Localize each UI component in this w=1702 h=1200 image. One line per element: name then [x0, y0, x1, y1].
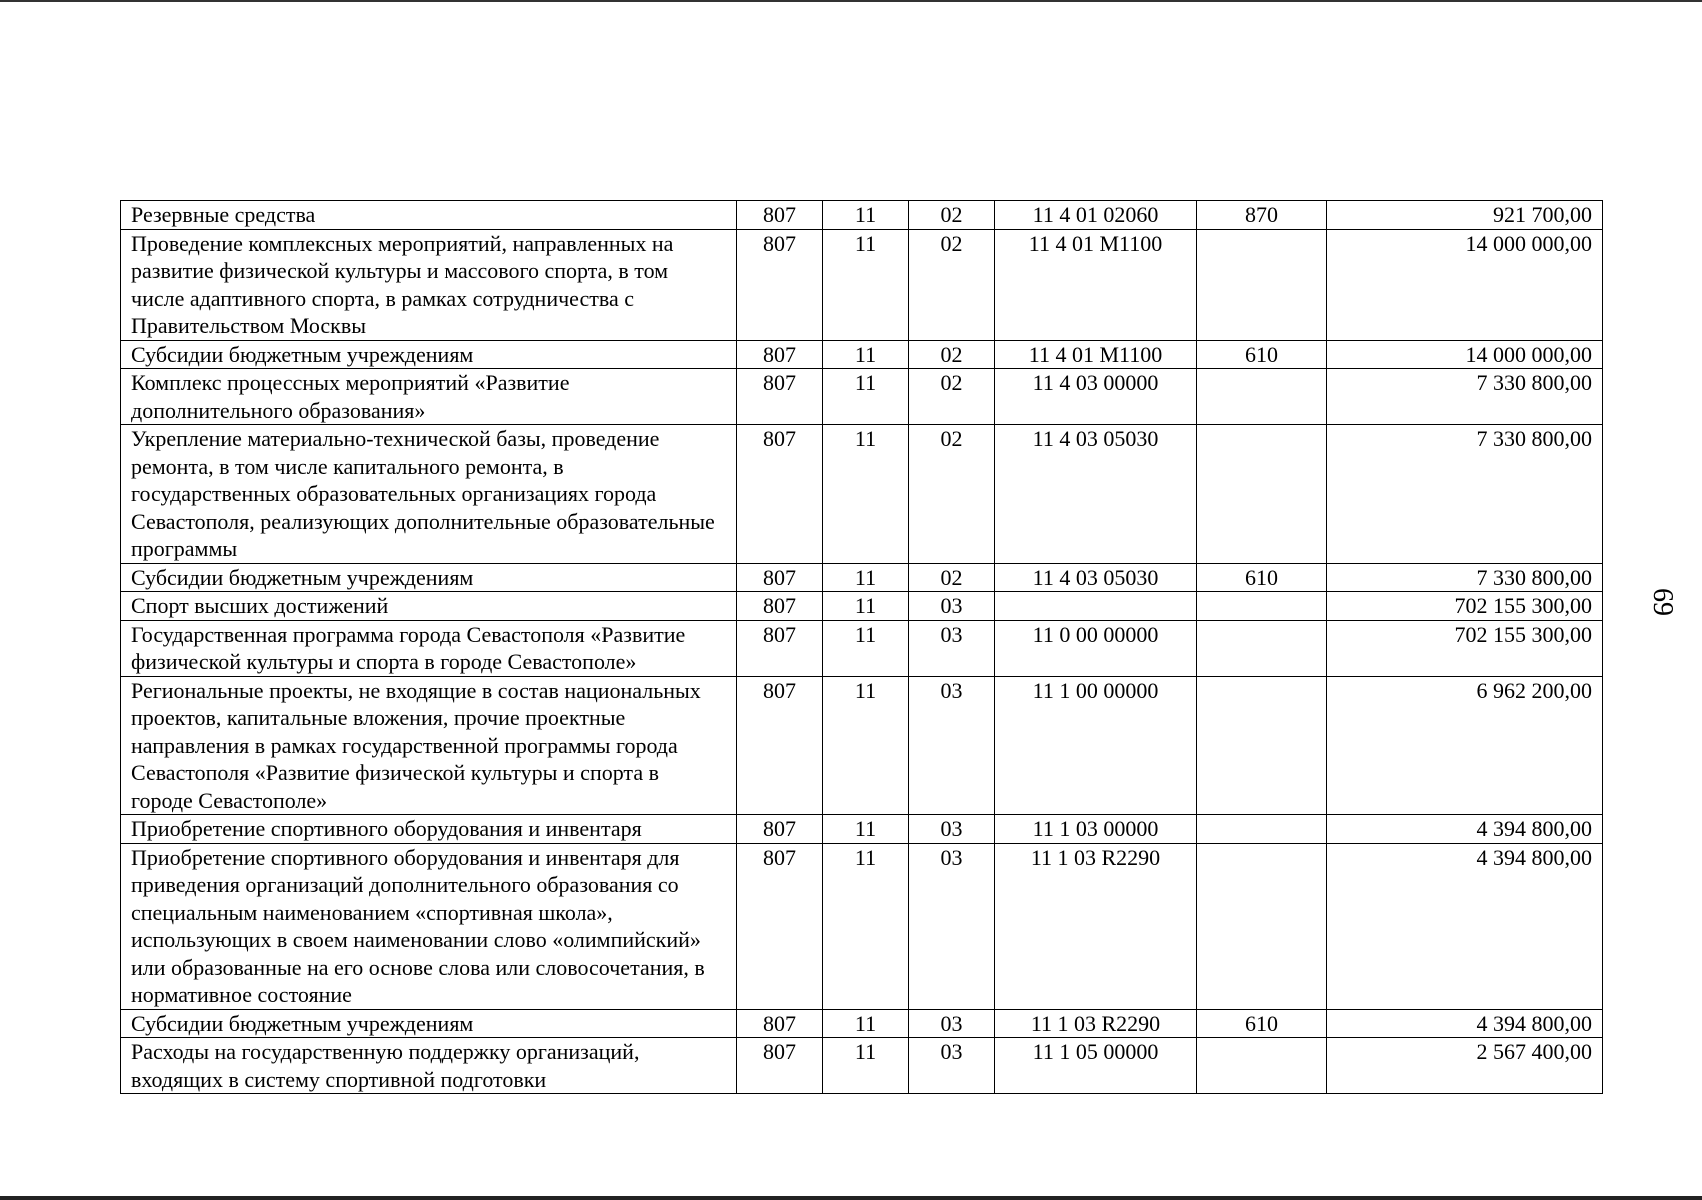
table-row	[121, 592, 1603, 621]
expense-type-cell	[1197, 592, 1327, 621]
row-name-cell: Укрепление материально-технической базы, проведение ремонта, в том числе капитального ремонта, в государственных образовательных организациях города Севастополя, реализующих дополнительные образовательные программы	[121, 425, 737, 564]
amount-cell: 7 330 800,00	[1327, 425, 1603, 564]
target-article-cell: 11 4 03 05030	[995, 425, 1197, 564]
ministry-code-cell: 807	[737, 563, 823, 592]
subsection-code-cell: 03	[909, 592, 995, 621]
row-name-cell: Расходы на государственную поддержку организаций, входящих в систему спортивной подготовки	[121, 1038, 737, 1094]
section-code-cell: 11	[823, 676, 909, 815]
amount-cell: 2 567 400,00	[1327, 1038, 1603, 1094]
expense-type-cell	[1197, 676, 1327, 815]
subsection-code-cell: 03	[909, 620, 995, 676]
ministry-code-cell: 807	[737, 1009, 823, 1038]
section-code-cell: 11	[823, 815, 909, 844]
table-row	[121, 815, 1603, 844]
ministry-code-cell: 807	[737, 201, 823, 230]
ministry-code-cell: 807	[737, 592, 823, 621]
section-code-cell: 11	[823, 425, 909, 564]
target-article-cell: 11 4 01 02060	[995, 201, 1197, 230]
expense-type-cell	[1197, 815, 1327, 844]
amount-cell: 4 394 800,00	[1327, 815, 1603, 844]
row-name-cell: Спорт высших достижений	[121, 592, 737, 621]
table-row	[121, 1009, 1603, 1038]
subsection-code-cell: 02	[909, 369, 995, 425]
row-name-cell: Резервные средства	[121, 201, 737, 230]
section-code-cell: 11	[823, 201, 909, 230]
expense-type-cell: 610	[1197, 340, 1327, 369]
ministry-code-cell: 807	[737, 815, 823, 844]
row-name-cell: Комплекс процессных мероприятий «Развитие дополнительного образования»	[121, 369, 737, 425]
amount-cell: 6 962 200,00	[1327, 676, 1603, 815]
target-article-cell: 11 1 05 00000	[995, 1038, 1197, 1094]
amount-cell: 7 330 800,00	[1327, 563, 1603, 592]
table-row	[121, 340, 1603, 369]
subsection-code-cell: 02	[909, 229, 995, 340]
table-row	[121, 425, 1603, 564]
row-name-cell: Региональные проекты, не входящие в состав национальных проектов, капитальные вложения, прочие проектные направления в рамках государственной программы города Севастополя «Развитие физической культуры и спорта в городе Севастополе»	[121, 676, 737, 815]
row-name-cell: Субсидии бюджетным учреждениям	[121, 340, 737, 369]
row-name-cell: Субсидии бюджетным учреждениям	[121, 1009, 737, 1038]
ministry-code-cell: 807	[737, 369, 823, 425]
section-code-cell: 11	[823, 369, 909, 425]
expense-type-cell: 870	[1197, 201, 1327, 230]
table-row	[121, 676, 1603, 815]
page-top-edge	[0, 0, 1702, 2]
ministry-code-cell: 807	[737, 340, 823, 369]
ministry-code-cell: 807	[737, 1038, 823, 1094]
target-article-cell: 11 4 01 М1100	[995, 229, 1197, 340]
table-row	[121, 620, 1603, 676]
table-body	[121, 201, 1603, 1094]
table-row	[121, 229, 1603, 340]
subsection-code-cell: 02	[909, 340, 995, 369]
budget-table	[120, 200, 1603, 1094]
row-name-cell: Приобретение спортивного оборудования и инвентаря для приведения организаций дополнительного образования со специальным наименованием «спортивная школа», использующих в своем наименовании слово «олимпийский» или образованные на его основе слова или словосочетания, в нормативное состояние	[121, 843, 737, 1009]
amount-cell: 702 155 300,00	[1327, 592, 1603, 621]
amount-cell: 14 000 000,00	[1327, 229, 1603, 340]
section-code-cell: 11	[823, 563, 909, 592]
page-number: 69	[1647, 588, 1678, 616]
subsection-code-cell: 03	[909, 676, 995, 815]
table-row	[121, 563, 1603, 592]
expense-type-cell	[1197, 425, 1327, 564]
subsection-code-cell: 02	[909, 201, 995, 230]
section-code-cell: 11	[823, 1009, 909, 1038]
target-article-cell: 11 0 00 00000	[995, 620, 1197, 676]
target-article-cell: 11 1 00 00000	[995, 676, 1197, 815]
ministry-code-cell: 807	[737, 229, 823, 340]
row-name-cell: Государственная программа города Севастополя «Развитие физической культуры и спорта в городе Севастополе»	[121, 620, 737, 676]
section-code-cell: 11	[823, 620, 909, 676]
ministry-code-cell: 807	[737, 620, 823, 676]
subsection-code-cell: 03	[909, 1038, 995, 1094]
subsection-code-cell: 03	[909, 1009, 995, 1038]
section-code-cell: 11	[823, 340, 909, 369]
amount-cell: 4 394 800,00	[1327, 1009, 1603, 1038]
amount-cell: 14 000 000,00	[1327, 340, 1603, 369]
amount-cell: 4 394 800,00	[1327, 843, 1603, 1009]
table-row	[121, 843, 1603, 1009]
target-article-cell: 11 4 03 05030	[995, 563, 1197, 592]
table-row	[121, 1038, 1603, 1094]
target-article-cell	[995, 592, 1197, 621]
table-row	[121, 369, 1603, 425]
expense-type-cell: 610	[1197, 563, 1327, 592]
section-code-cell: 11	[823, 229, 909, 340]
subsection-code-cell: 03	[909, 815, 995, 844]
row-name-cell: Приобретение спортивного оборудования и инвентаря	[121, 815, 737, 844]
target-article-cell: 11 4 03 00000	[995, 369, 1197, 425]
subsection-code-cell: 03	[909, 843, 995, 1009]
expense-type-cell	[1197, 369, 1327, 425]
section-code-cell: 11	[823, 1038, 909, 1094]
amount-cell: 921 700,00	[1327, 201, 1603, 230]
amount-cell: 702 155 300,00	[1327, 620, 1603, 676]
row-name-cell: Субсидии бюджетным учреждениям	[121, 563, 737, 592]
target-article-cell: 11 4 01 М1100	[995, 340, 1197, 369]
table-row	[121, 201, 1603, 230]
amount-cell: 7 330 800,00	[1327, 369, 1603, 425]
row-name-cell: Проведение комплексных мероприятий, направленных на развитие физической культуры и массового спорта, в том числе адаптивного спорта, в рамках сотрудничества с Правительством Москвы	[121, 229, 737, 340]
target-article-cell: 11 1 03 R2290	[995, 843, 1197, 1009]
page-bottom-edge	[0, 1196, 1702, 1200]
ministry-code-cell: 807	[737, 676, 823, 815]
section-code-cell: 11	[823, 843, 909, 1009]
expense-type-cell	[1197, 843, 1327, 1009]
target-article-cell: 11 1 03 00000	[995, 815, 1197, 844]
expense-type-cell	[1197, 229, 1327, 340]
subsection-code-cell: 02	[909, 425, 995, 564]
subsection-code-cell: 02	[909, 563, 995, 592]
ministry-code-cell: 807	[737, 843, 823, 1009]
expense-type-cell	[1197, 1038, 1327, 1094]
target-article-cell: 11 1 03 R2290	[995, 1009, 1197, 1038]
expense-type-cell	[1197, 620, 1327, 676]
section-code-cell: 11	[823, 592, 909, 621]
ministry-code-cell: 807	[737, 425, 823, 564]
expense-type-cell: 610	[1197, 1009, 1327, 1038]
